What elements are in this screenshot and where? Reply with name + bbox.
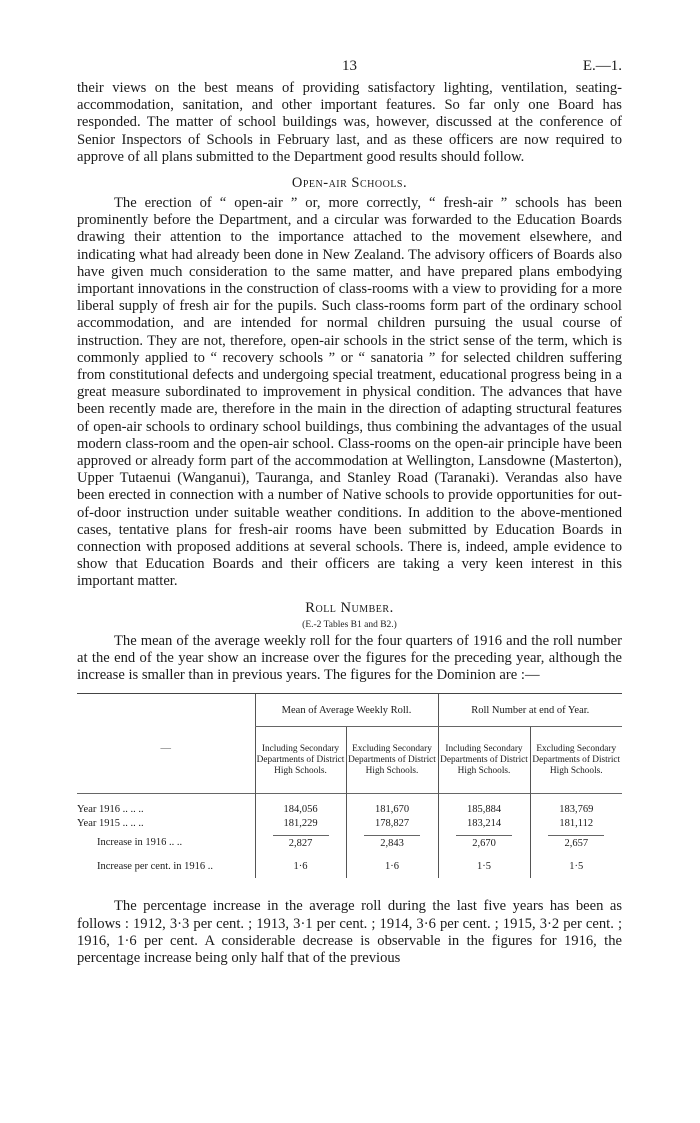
column-header: Including Secondary Departments of District High Schools. (438, 727, 530, 794)
heading-open-air-schools: Open-air Schools. (291, 175, 408, 192)
table-row (77, 816, 622, 830)
table-cell: 183,769 (530, 802, 622, 816)
column-header: Excluding Secondary Departments of District High Schools. (530, 727, 622, 794)
row-label: Year 1916 .. .. .. (77, 803, 144, 815)
page-number: 13 (342, 58, 357, 74)
roll-number-table (77, 693, 622, 878)
table-cell: 181,229 (255, 816, 346, 830)
table-stub-header: — (160, 743, 171, 755)
paragraph-school-buildings: their views on the best means of providing satisfactory lighting, ventilation, seating-accommodation, sanitation, and other important features. So far only one Board has responded. The matter of school buildings was, however, discussed at the conference of Senior Inspectors of Schools in February last, and as these officers are now required to approve of all plans submitted to the Department good results should follow. (77, 80, 622, 165)
page-header (77, 58, 622, 80)
table-cell: 2,843 (364, 835, 420, 849)
paragraph-roll-number: The mean of the average weekly roll for the four quarters of 1916 and the roll number at the end of the year show an increase over the figures for the preceding year, although the increase is smaller than in previous years. The figures for the Dominion are :— (77, 632, 622, 684)
table-row (77, 802, 622, 816)
row-label: Year 1915 .. .. .. (77, 817, 144, 829)
row-label: Increase per cent. in 1916 .. (97, 860, 214, 872)
column-header: Excluding Secondary Departments of District High Schools. (346, 727, 438, 794)
table-cell: 185,884 (438, 802, 530, 816)
table-cell: 2,827 (273, 835, 329, 849)
row-label: Increase in 1916 .. .. (97, 836, 183, 848)
table-cell: 2,657 (548, 835, 604, 849)
table-cell: 178,827 (346, 816, 438, 830)
table-cell: 184,056 (255, 802, 346, 816)
document-reference: E.—1. (582, 58, 622, 74)
paragraph-percentage-increase: The percentage increase in the average roll during the last five years has been as follows : 1912, 3·3 per cent. ; 1913, 3·1 per cent. ; 1914, 3·6 per cent. ; 1915, 3·2 per cent. ; 1916, 1·6 per cent. A considerable decrease is observable in the figures for 1916, the percentage increase being only half that of the previous (77, 898, 622, 966)
paragraph-open-air-schools: The erection of “ open-air ” or, more correctly, “ fresh-air ” schools has been prominently before the Department, and a circular was forwarded to the Education Boards drawing their attention to the importance attached to the movement elsewhere, and indicating what had already been done in New Zealand. The advisory officers of Boards also have given much consideration to the same matter, and have prepared plans embodying important innovations in the construction of class-rooms with a view to providing for a more liberal supply of fresh air for the pupils. Such class-rooms form part of the ordinary school accommodation, and are intended for normal children pursuing the usual course of instruction. They are not, therefore, open-air schools in the strict sense of the term, which is commonly applied to “ recovery schools ” or “ sanatoria ” for selected children suffering from constitutional defects and undergoing special treatment, educational progress being in a great measure subordinated to improvement in physical condition. The advances that have been recently made are, therefore in the main in the direction of adapting structural features of open-air schools to ordinary school buildings, thus combining the advantages of the usual modern class-room and the open-air school. Class-rooms on the open-air principle have been approved or already form part of the accommodation at Wellington, Lansdowne (Masterton), Upper Tutaenui (Wanganui), Tauranga, and Stanley Road (Taranaki). Verandas also have been erected in connection with a number of Native schools to provide opportunities for out-of-door instruction under suitable weather conditions. In addition to the above-mentioned cases, tentative plans for fresh-air rooms have been submitted by Education Boards in connection with proposed additions at several schools. There is, indeed, ample evidence to show that Education Boards and their officers are taking a very keen interest in this important matter. (77, 195, 622, 590)
table-cell: 181,112 (530, 816, 622, 830)
group-header-mean-weekly-roll: Mean of Average Weekly Roll. (255, 694, 438, 727)
table-cell: 2,670 (456, 835, 512, 849)
table-row (77, 830, 622, 854)
group-header-roll-end-of-year: Roll Number at end of Year. (438, 694, 622, 727)
table-cell: 1·6 (255, 854, 346, 878)
table-cell: 183,214 (438, 816, 530, 830)
column-header: Including Secondary Departments of District High Schools. (255, 727, 346, 794)
table-row (77, 854, 622, 878)
table-cell: 1·6 (346, 854, 438, 878)
table-cell: 181,670 (346, 802, 438, 816)
heading-roll-number: Roll Number. (305, 599, 394, 616)
roll-table-reference: (E.-2 Tables B1 and B2.) (302, 619, 397, 630)
document-page (77, 58, 622, 967)
table-cell: 1·5 (438, 854, 530, 878)
table-cell: 1·5 (530, 854, 622, 878)
